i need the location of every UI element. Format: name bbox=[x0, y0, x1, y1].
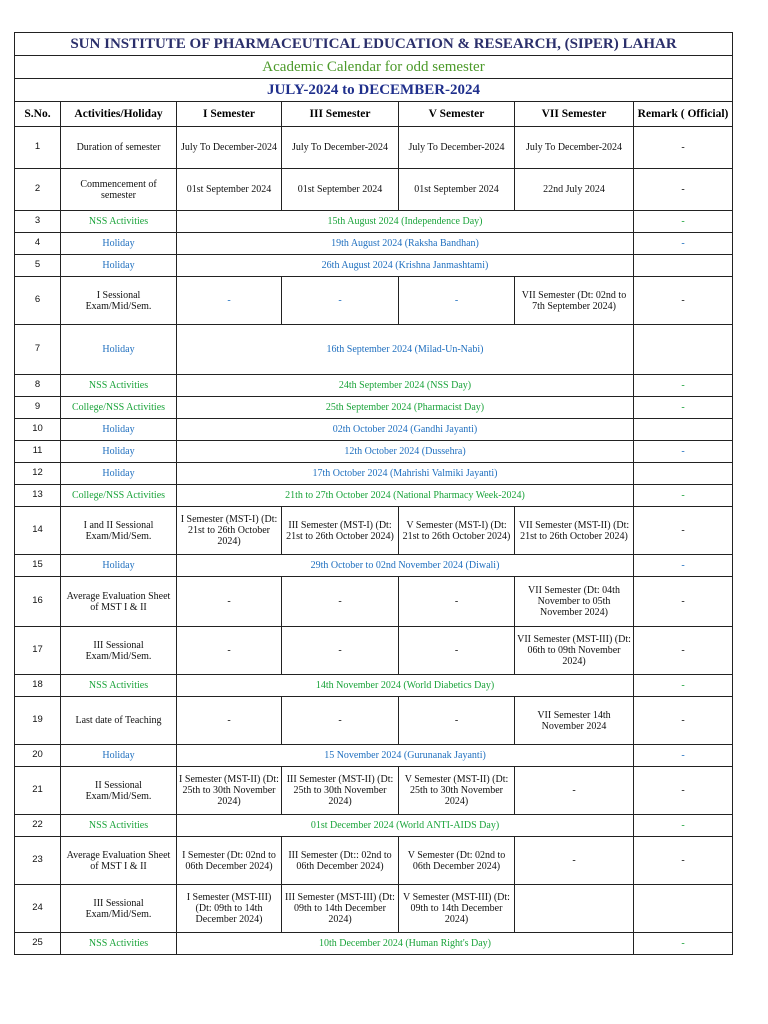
sem-3-cell: - bbox=[282, 577, 399, 627]
serial-number: 5 bbox=[15, 255, 61, 277]
activity-label: III Sessional Exam/Mid/Sem. bbox=[61, 885, 177, 933]
table-row bbox=[15, 169, 733, 211]
activity-label: College/NSS Activities bbox=[61, 485, 177, 507]
sem-1-cell: July To December-2024 bbox=[177, 127, 282, 169]
sem-1-cell: - bbox=[177, 697, 282, 745]
activity-label: Holiday bbox=[61, 555, 177, 577]
event-description: 26th August 2024 (Krishna Janmashtami) bbox=[177, 255, 634, 277]
sem-7-cell: 22nd July 2024 bbox=[515, 169, 634, 211]
sem-5-cell: - bbox=[399, 277, 515, 325]
activity-label: II Sessional Exam/Mid/Sem. bbox=[61, 767, 177, 815]
sem-7-cell: - bbox=[515, 767, 634, 815]
table-row bbox=[15, 675, 733, 697]
header-row bbox=[15, 102, 733, 127]
serial-number: 25 bbox=[15, 933, 61, 955]
remark-cell: - bbox=[634, 555, 733, 577]
remark-cell: - bbox=[634, 211, 733, 233]
sem-3-cell: - bbox=[282, 697, 399, 745]
remark-cell: - bbox=[634, 233, 733, 255]
header-sem-7: VII Semester bbox=[515, 102, 634, 127]
table-row bbox=[15, 485, 733, 507]
serial-number: 12 bbox=[15, 463, 61, 485]
event-description: 29th October to 02nd November 2024 (Diwali) bbox=[177, 555, 634, 577]
activity-label: I Sessional Exam/Mid/Sem. bbox=[61, 277, 177, 325]
sem-7-cell bbox=[515, 885, 634, 933]
serial-number: 13 bbox=[15, 485, 61, 507]
serial-number: 23 bbox=[15, 837, 61, 885]
remark-cell: - bbox=[634, 675, 733, 697]
sem-5-cell: V Semester (Dt: 02nd to 06th December 2024) bbox=[399, 837, 515, 885]
remark-cell: - bbox=[634, 577, 733, 627]
table-row bbox=[15, 697, 733, 745]
serial-number: 9 bbox=[15, 397, 61, 419]
header-sem-1: I Semester bbox=[177, 102, 282, 127]
sem-5-cell: V Semester (MST-II) (Dt: 25th to 30th November 2024) bbox=[399, 767, 515, 815]
sem-1-cell: - bbox=[177, 577, 282, 627]
sem-3-cell: III Semester (MST-I) (Dt: 21st to 26th October 2024) bbox=[282, 507, 399, 555]
remark-cell: - bbox=[634, 745, 733, 767]
remark-cell: - bbox=[634, 815, 733, 837]
serial-number: 19 bbox=[15, 697, 61, 745]
activity-label: Holiday bbox=[61, 419, 177, 441]
activity-label: Duration of semester bbox=[61, 127, 177, 169]
table-row bbox=[15, 837, 733, 885]
remark-cell bbox=[634, 419, 733, 441]
header-sno: S.No. bbox=[15, 102, 61, 127]
table-row bbox=[15, 627, 733, 675]
remark-cell bbox=[634, 885, 733, 933]
header-sem-3: III Semester bbox=[282, 102, 399, 127]
serial-number: 7 bbox=[15, 325, 61, 375]
event-description: 21th to 27th October 2024 (National Pharmacy Week-2024) bbox=[177, 485, 634, 507]
serial-number: 10 bbox=[15, 419, 61, 441]
serial-number: 18 bbox=[15, 675, 61, 697]
sem-1-cell: I Semester (MST-I) (Dt: 21st to 26th October 2024) bbox=[177, 507, 282, 555]
remark-cell: - bbox=[634, 627, 733, 675]
remark-cell bbox=[634, 255, 733, 277]
table-row bbox=[15, 815, 733, 837]
sem-5-cell: July To December-2024 bbox=[399, 127, 515, 169]
table-row bbox=[15, 127, 733, 169]
sem-7-cell: July To December-2024 bbox=[515, 127, 634, 169]
remark-cell: - bbox=[634, 441, 733, 463]
serial-number: 16 bbox=[15, 577, 61, 627]
activity-label: Average Evaluation Sheet of MST I & II bbox=[61, 837, 177, 885]
remark-cell: - bbox=[634, 767, 733, 815]
remark-cell bbox=[634, 463, 733, 485]
serial-number: 20 bbox=[15, 745, 61, 767]
activity-label: Holiday bbox=[61, 463, 177, 485]
table-row bbox=[15, 233, 733, 255]
table-row bbox=[15, 933, 733, 955]
table-row bbox=[15, 463, 733, 485]
serial-number: 15 bbox=[15, 555, 61, 577]
remark-cell: - bbox=[634, 397, 733, 419]
serial-number: 22 bbox=[15, 815, 61, 837]
calendar-period: JULY-2024 to DECEMBER-2024 bbox=[15, 79, 733, 102]
activity-label: Last date of Teaching bbox=[61, 697, 177, 745]
sem-5-cell: - bbox=[399, 627, 515, 675]
remark-cell: - bbox=[634, 277, 733, 325]
activity-label: Holiday bbox=[61, 441, 177, 463]
serial-number: 2 bbox=[15, 169, 61, 211]
activity-label: Holiday bbox=[61, 233, 177, 255]
remark-cell: - bbox=[634, 507, 733, 555]
activity-label: Holiday bbox=[61, 325, 177, 375]
sem-5-cell: 01st September 2024 bbox=[399, 169, 515, 211]
sem-5-cell: V Semester (MST-I) (Dt: 21st to 26th October 2024) bbox=[399, 507, 515, 555]
activity-label: Holiday bbox=[61, 255, 177, 277]
header-activities: Activities/Holiday bbox=[61, 102, 177, 127]
sem-7-cell: VII Semester (Dt: 02nd to 7th September 2024) bbox=[515, 277, 634, 325]
event-description: 14th November 2024 (World Diabetics Day) bbox=[177, 675, 634, 697]
table-row bbox=[15, 441, 733, 463]
event-description: 15 November 2024 (Gurunanak Jayanti) bbox=[177, 745, 634, 767]
event-description: 02th October 2024 (Gandhi Jayanti) bbox=[177, 419, 634, 441]
serial-number: 4 bbox=[15, 233, 61, 255]
sem-1-cell: - bbox=[177, 277, 282, 325]
sem-3-cell: 01st September 2024 bbox=[282, 169, 399, 211]
sem-3-cell: III Semester (MST-III) (Dt: 09th to 14th December 2024) bbox=[282, 885, 399, 933]
table-row bbox=[15, 277, 733, 325]
event-description: 24th September 2024 (NSS Day) bbox=[177, 375, 634, 397]
event-description: 15th August 2024 (Independence Day) bbox=[177, 211, 634, 233]
event-description: 01st December 2024 (World ANTI-AIDS Day) bbox=[177, 815, 634, 837]
table-row bbox=[15, 211, 733, 233]
serial-number: 11 bbox=[15, 441, 61, 463]
table-row bbox=[15, 375, 733, 397]
activity-label: NSS Activities bbox=[61, 675, 177, 697]
remark-cell: - bbox=[634, 127, 733, 169]
serial-number: 17 bbox=[15, 627, 61, 675]
event-description: 10th December 2024 (Human Right's Day) bbox=[177, 933, 634, 955]
remark-cell: - bbox=[634, 375, 733, 397]
remark-cell: - bbox=[634, 837, 733, 885]
sem-1-cell: I Semester (MST-II) (Dt: 25th to 30th November 2024) bbox=[177, 767, 282, 815]
activity-label: NSS Activities bbox=[61, 933, 177, 955]
sem-7-cell: VII Semester (Dt: 04th November to 05th November 2024) bbox=[515, 577, 634, 627]
activity-label: Average Evaluation Sheet of MST I & II bbox=[61, 577, 177, 627]
sem-3-cell: - bbox=[282, 627, 399, 675]
activity-label: III Sessional Exam/Mid/Sem. bbox=[61, 627, 177, 675]
event-description: 19th August 2024 (Raksha Bandhan) bbox=[177, 233, 634, 255]
activity-label: College/NSS Activities bbox=[61, 397, 177, 419]
serial-number: 21 bbox=[15, 767, 61, 815]
academic-calendar-table bbox=[14, 32, 733, 955]
sem-7-cell: VII Semester (MST-II) (Dt: 21st to 26th October 2024) bbox=[515, 507, 634, 555]
activity-label: I and II Sessional Exam/Mid/Sem. bbox=[61, 507, 177, 555]
serial-number: 1 bbox=[15, 127, 61, 169]
remark-cell bbox=[634, 325, 733, 375]
institute-title: SUN INSTITUTE OF PHARMACEUTICAL EDUCATION & RESEARCH, (SIPER) LAHAR bbox=[15, 33, 733, 56]
serial-number: 3 bbox=[15, 211, 61, 233]
table-row bbox=[15, 507, 733, 555]
remark-cell: - bbox=[634, 169, 733, 211]
table-row bbox=[15, 745, 733, 767]
serial-number: 8 bbox=[15, 375, 61, 397]
sem-3-cell: III Semester (Dt:: 02nd to 06th December 2024) bbox=[282, 837, 399, 885]
sem-1-cell: I Semester (Dt: 02nd to 06th December 2024) bbox=[177, 837, 282, 885]
table-row bbox=[15, 397, 733, 419]
remark-cell: - bbox=[634, 697, 733, 745]
sem-5-cell: V Semester (MST-III) (Dt: 09th to 14th December 2024) bbox=[399, 885, 515, 933]
serial-number: 24 bbox=[15, 885, 61, 933]
sem-5-cell: - bbox=[399, 577, 515, 627]
serial-number: 6 bbox=[15, 277, 61, 325]
table-row bbox=[15, 767, 733, 815]
event-description: 25th September 2024 (Pharmacist Day) bbox=[177, 397, 634, 419]
table-row bbox=[15, 885, 733, 933]
sem-3-cell: III Semester (MST-II) (Dt: 25th to 30th November 2024) bbox=[282, 767, 399, 815]
sem-7-cell: VII Semester 14th November 2024 bbox=[515, 697, 634, 745]
table-row bbox=[15, 325, 733, 375]
remark-cell: - bbox=[634, 933, 733, 955]
event-description: 17th October 2024 (Mahrishi Valmiki Jayanti) bbox=[177, 463, 634, 485]
header-sem-5: V Semester bbox=[399, 102, 515, 127]
sem-3-cell: July To December-2024 bbox=[282, 127, 399, 169]
event-description: 12th October 2024 (Dussehra) bbox=[177, 441, 634, 463]
activity-label: Commencement of semester bbox=[61, 169, 177, 211]
calendar-subtitle: Academic Calendar for odd semester bbox=[15, 56, 733, 79]
activity-label: Holiday bbox=[61, 745, 177, 767]
event-description: 16th September 2024 (Milad-Un-Nabi) bbox=[177, 325, 634, 375]
activity-label: NSS Activities bbox=[61, 211, 177, 233]
table-row bbox=[15, 555, 733, 577]
header-remark: Remark ( Official) bbox=[634, 102, 733, 127]
table-row bbox=[15, 419, 733, 441]
table-row bbox=[15, 577, 733, 627]
table-row bbox=[15, 255, 733, 277]
sem-1-cell: I Semester (MST-III) (Dt: 09th to 14th December 2024) bbox=[177, 885, 282, 933]
activity-label: NSS Activities bbox=[61, 815, 177, 837]
sem-7-cell: - bbox=[515, 837, 634, 885]
sem-5-cell: - bbox=[399, 697, 515, 745]
sem-1-cell: 01st September 2024 bbox=[177, 169, 282, 211]
sem-1-cell: - bbox=[177, 627, 282, 675]
sem-7-cell: VII Semester (MST-III) (Dt: 06th to 09th November 2024) bbox=[515, 627, 634, 675]
activity-label: NSS Activities bbox=[61, 375, 177, 397]
serial-number: 14 bbox=[15, 507, 61, 555]
sem-3-cell: - bbox=[282, 277, 399, 325]
remark-cell: - bbox=[634, 485, 733, 507]
